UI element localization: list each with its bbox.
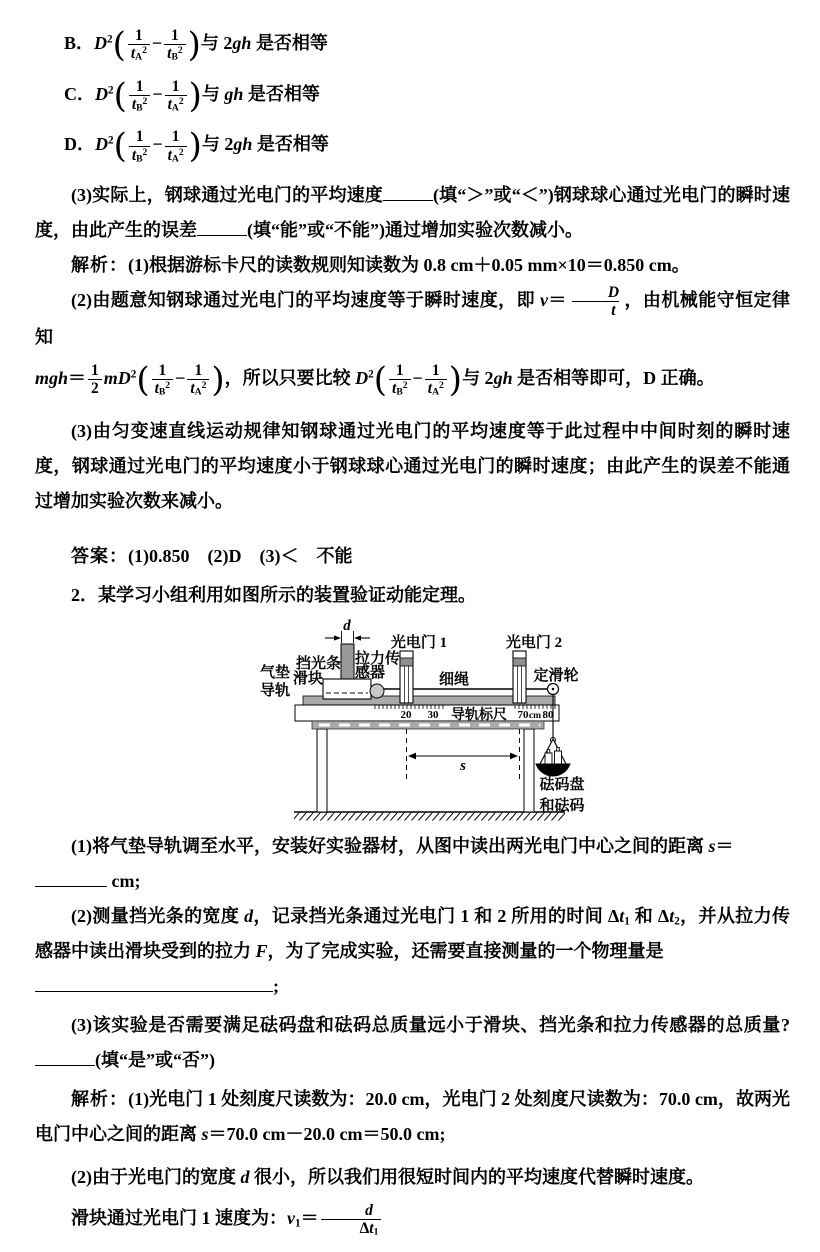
- fraction: [164, 27, 186, 63]
- superscript: 2: [108, 134, 114, 147]
- apparatus-diagram: [257, 613, 607, 825]
- text: (2)测量挡光条的宽度: [71, 905, 245, 926]
- fixed-pulley: [548, 683, 559, 694]
- question-2-part1-blank: [35, 864, 790, 899]
- big-paren: (: [112, 24, 126, 65]
- fraction: [129, 78, 151, 114]
- underline-blank: [35, 1046, 95, 1066]
- subscript: A: [171, 153, 179, 165]
- text: −: [151, 33, 163, 53]
- ruler-scale-label: 导轨标尺: [451, 707, 507, 723]
- text: −: [152, 83, 163, 104]
- math-var: t: [369, 1219, 374, 1237]
- weight-pan-label-2: 和砝码: [539, 797, 585, 814]
- underline-blank: [197, 216, 247, 236]
- subscript: B: [396, 386, 403, 398]
- content-bottom: [35, 829, 790, 1238]
- fraction: [165, 128, 187, 164]
- text: (1)光电门 1 处刻度尺读数为：20.0 cm，光电门 2 处刻度尺读数为：70.0 cm，故两光电门中心之间的距离: [35, 1088, 791, 1144]
- question-2-stem: [35, 578, 790, 613]
- text: (填“是”或“否”): [95, 1049, 215, 1070]
- superscript: 2: [201, 380, 207, 392]
- subscript: B: [171, 52, 178, 64]
- underline-blank: [383, 181, 433, 201]
- analysis-2-part2: [35, 1160, 790, 1195]
- math-var: s: [708, 835, 716, 856]
- text: ＝: [68, 367, 87, 388]
- analysis-2-part1: [35, 1082, 790, 1152]
- superscript: 2: [142, 96, 148, 108]
- superscript: 2: [107, 33, 113, 46]
- text: −: [412, 367, 423, 388]
- math-var: t: [611, 302, 616, 320]
- text: 1: [171, 77, 180, 95]
- big-paren: ): [211, 359, 225, 400]
- question-2-part2-blank: [35, 969, 790, 1004]
- underline-blank: [35, 867, 107, 887]
- math-var: t: [167, 96, 172, 114]
- text: (填“＞”或“＜”)钢球球心通过光电门的瞬时速度，由此产生的误差: [35, 185, 790, 241]
- text: 是否相等: [251, 33, 328, 53]
- text: ＝70.0 cm－20.0 cm＝50.0 cm;: [208, 1123, 446, 1144]
- math-var: d: [244, 905, 254, 926]
- math-var: D: [94, 33, 108, 53]
- text: ，所以只要比较: [224, 367, 356, 388]
- text: Δ: [359, 1219, 370, 1237]
- subscript: B: [158, 386, 166, 398]
- text: ，为了完成实验，还需要直接测量的一个物理量是: [267, 940, 664, 961]
- math-var: t: [131, 146, 137, 164]
- text: 1: [135, 27, 143, 45]
- question-2-part2: [35, 899, 790, 969]
- ruler-80: 80: [542, 708, 554, 721]
- superscript: 2: [165, 380, 171, 392]
- text: 1: [171, 27, 179, 45]
- table-leg-left: [317, 729, 327, 812]
- subscript: A: [171, 102, 179, 114]
- text: 1: [158, 361, 167, 379]
- force-sensor: [370, 684, 384, 698]
- math-var: v: [539, 290, 548, 311]
- subscript: B: [136, 102, 143, 114]
- ruler-70: 70: [517, 708, 529, 721]
- subscript: 1: [373, 1226, 379, 1238]
- math-var: t: [427, 380, 433, 398]
- ground: [294, 812, 565, 821]
- text: (1)根据游标卡尺的读数规则知读数为 0.8 cm＋0.05 mm×10＝0.850 cm。: [128, 255, 690, 276]
- subscript: A: [432, 386, 439, 398]
- fraction: [129, 128, 151, 164]
- force-sensor-label-2: 感器: [355, 664, 386, 681]
- slider-label: 滑块: [292, 670, 323, 687]
- subscript: A: [135, 52, 143, 64]
- big-paren: ): [187, 24, 201, 65]
- text: 1: [91, 361, 99, 379]
- subscript: 1: [295, 1216, 301, 1229]
- text: B．: [64, 33, 95, 53]
- text: 滑块通过光电门 1 速度为：: [71, 1207, 287, 1228]
- fraction: [165, 78, 187, 114]
- text: ，并从拉力传感器中读出滑块受到的拉力: [35, 905, 790, 961]
- superscript: 2: [368, 368, 374, 381]
- width-d-label: d: [343, 617, 351, 634]
- analysis-1-part2-formula: [35, 361, 790, 398]
- question-2-part3: [35, 1008, 790, 1078]
- big-paren: (: [113, 126, 127, 167]
- subscript: 2: [674, 914, 680, 927]
- text: (1)0.850 (2)D (3)＜ 不能: [128, 545, 353, 566]
- label-strong: 解析：: [71, 255, 128, 276]
- math-var: gh: [232, 33, 252, 53]
- photogate-2: [513, 651, 526, 703]
- distance-s-label: s: [460, 757, 466, 774]
- math-var: t: [131, 96, 137, 114]
- fixed-pulley-label: 定滑轮: [533, 667, 579, 684]
- subscript: 1: [624, 914, 630, 927]
- big-paren: ): [188, 126, 202, 167]
- big-paren: (: [113, 75, 127, 116]
- math-var: mgh: [35, 367, 69, 388]
- text: (3)实际上，钢球通过光电门的平均速度: [71, 185, 383, 206]
- math-var: D: [355, 367, 369, 388]
- text: 与 2: [462, 367, 494, 388]
- superscript: 2: [178, 96, 184, 108]
- math-var: t: [190, 380, 195, 398]
- math-var: D: [607, 284, 620, 302]
- superscript: 2: [130, 368, 137, 381]
- text: ，记录挡光条通过光电门 1 和 2 所用的时间 Δ: [253, 905, 620, 926]
- math-var: v: [287, 1207, 295, 1228]
- superscript: 2: [177, 45, 183, 57]
- air-track-label-2: 导轨: [260, 682, 291, 699]
- fraction: [321, 1202, 382, 1238]
- text: 1: [171, 128, 180, 146]
- analysis-1-part2: [35, 283, 790, 355]
- option-c: [35, 77, 790, 114]
- superscript: 2: [178, 146, 184, 158]
- text: 是否相等: [252, 134, 329, 155]
- text: ;: [273, 975, 279, 996]
- text: ＝: [547, 290, 567, 311]
- math-var: t: [167, 146, 172, 164]
- text: 1: [395, 361, 404, 379]
- air-track-label-1: 气垫: [260, 664, 291, 681]
- text: (1)将气垫导轨调至水平，安装好实验器材，从图中读出两光电门中心之间的距离: [71, 835, 709, 856]
- big-paren: (: [136, 359, 150, 400]
- big-paren: ): [448, 359, 463, 400]
- text: (3)由匀变速直线运动规律知钢球通过光电门的平均速度等于此过程中中间时刻的瞬时速度，钢球通过光电门的平均速度小于钢球球心通过光电门的瞬时速度；由此产生的误差不能通过增加实验次数来减小。: [35, 420, 790, 511]
- text: 与 2: [200, 33, 233, 53]
- fraction: [569, 284, 622, 320]
- table-leg-right: [524, 729, 534, 812]
- math-var: d: [240, 1166, 250, 1187]
- subscript: B: [136, 153, 143, 165]
- superscript: 2: [402, 380, 408, 392]
- text: 1: [135, 77, 144, 95]
- math-var: gh: [233, 134, 253, 155]
- analysis-2-v1: [35, 1201, 790, 1238]
- text: cm;: [107, 870, 141, 891]
- text: 1: [135, 128, 144, 146]
- math-var: t: [130, 45, 136, 63]
- fraction: [88, 362, 102, 398]
- content-top: [35, 26, 790, 613]
- blocking-strip: [341, 644, 354, 679]
- answer-1: [35, 539, 790, 574]
- question-2-part1: [35, 829, 790, 864]
- ruler-30: 30: [427, 708, 439, 721]
- string-label: 细绳: [438, 671, 470, 688]
- text: 和 Δ: [629, 905, 670, 926]
- force-sensor-label-1: 拉力传: [355, 650, 401, 667]
- photogate-2-label: 光电门 2: [505, 634, 563, 651]
- superscript: 2: [142, 45, 147, 57]
- option-d: [35, 126, 790, 167]
- text: 1: [194, 361, 203, 379]
- math-var: t: [154, 380, 159, 398]
- text: 很小，所以我们用很短时间内的平均速度代替瞬时速度。: [249, 1166, 704, 1187]
- text: (3)该实验是否需要满足砝码盘和砝码总质量远小于滑块、挡光条和拉力传感器的总质量?: [71, 1014, 790, 1035]
- label-strong: 答案：: [71, 545, 128, 566]
- math-var: t: [167, 45, 172, 63]
- text: 是否相等: [243, 83, 320, 104]
- math-var: F: [255, 940, 268, 961]
- fraction: [152, 362, 174, 398]
- text: ＝: [715, 835, 734, 856]
- text: −: [152, 134, 163, 155]
- text: D．: [64, 134, 95, 155]
- text: (2)由题意知钢球通过光电门的平均速度等于瞬时速度，即: [71, 290, 540, 311]
- ruler-20: 20: [400, 708, 412, 721]
- math-var: mD: [103, 367, 131, 388]
- fraction: [128, 27, 150, 63]
- text: (2)由于光电门的宽度: [71, 1166, 241, 1187]
- math-var: t: [392, 380, 397, 398]
- analysis-1-part1: [35, 248, 790, 283]
- ruler-unit: cm: [528, 710, 542, 721]
- photogate-1: [400, 651, 413, 703]
- label-strong: 解析：: [71, 1088, 129, 1109]
- text: 1: [431, 361, 440, 379]
- superscript: 2: [439, 380, 444, 392]
- text: 与 2: [201, 134, 234, 155]
- analysis-1-part3: [35, 414, 790, 519]
- math-var: gh: [224, 83, 244, 104]
- underline-blank: [35, 972, 273, 992]
- subscript: A: [194, 386, 202, 398]
- photogate-1-label: 光电门 1: [390, 634, 448, 651]
- math-var: d: [365, 1201, 373, 1219]
- text: 是否相等即可，D 正确。: [512, 367, 715, 388]
- math-var: t: [669, 905, 675, 926]
- text: −: [175, 367, 186, 388]
- superscript: 2: [142, 146, 148, 158]
- math-var: t: [619, 905, 625, 926]
- big-paren: ): [188, 75, 202, 116]
- superscript: 2: [108, 84, 114, 97]
- math-var: s: [201, 1123, 209, 1144]
- math-var: gh: [493, 367, 513, 388]
- text: ＝: [300, 1207, 319, 1228]
- text: 2: [91, 380, 99, 398]
- math-var: D: [95, 83, 108, 104]
- fraction: [425, 362, 447, 398]
- text: 与: [201, 83, 225, 104]
- fraction: [187, 362, 209, 398]
- weight-pan-label-1: 砝码盘: [539, 776, 585, 793]
- option-b: [35, 26, 790, 63]
- question-1-part3: [35, 178, 790, 248]
- slider: [323, 679, 371, 699]
- text: C．: [64, 83, 95, 104]
- text: (填“能”或“不能”)通过增加实验次数减小。: [247, 220, 583, 241]
- big-paren: (: [373, 359, 387, 400]
- text: ，由机械能守恒定律知: [35, 290, 791, 347]
- apparatus-svg: [257, 613, 607, 825]
- math-var: D: [95, 134, 108, 155]
- fraction: [389, 362, 411, 398]
- blocking-strip-label: 挡光条: [295, 655, 341, 672]
- text: 2．某学习小组利用如图所示的装置验证动能定理。: [71, 584, 476, 605]
